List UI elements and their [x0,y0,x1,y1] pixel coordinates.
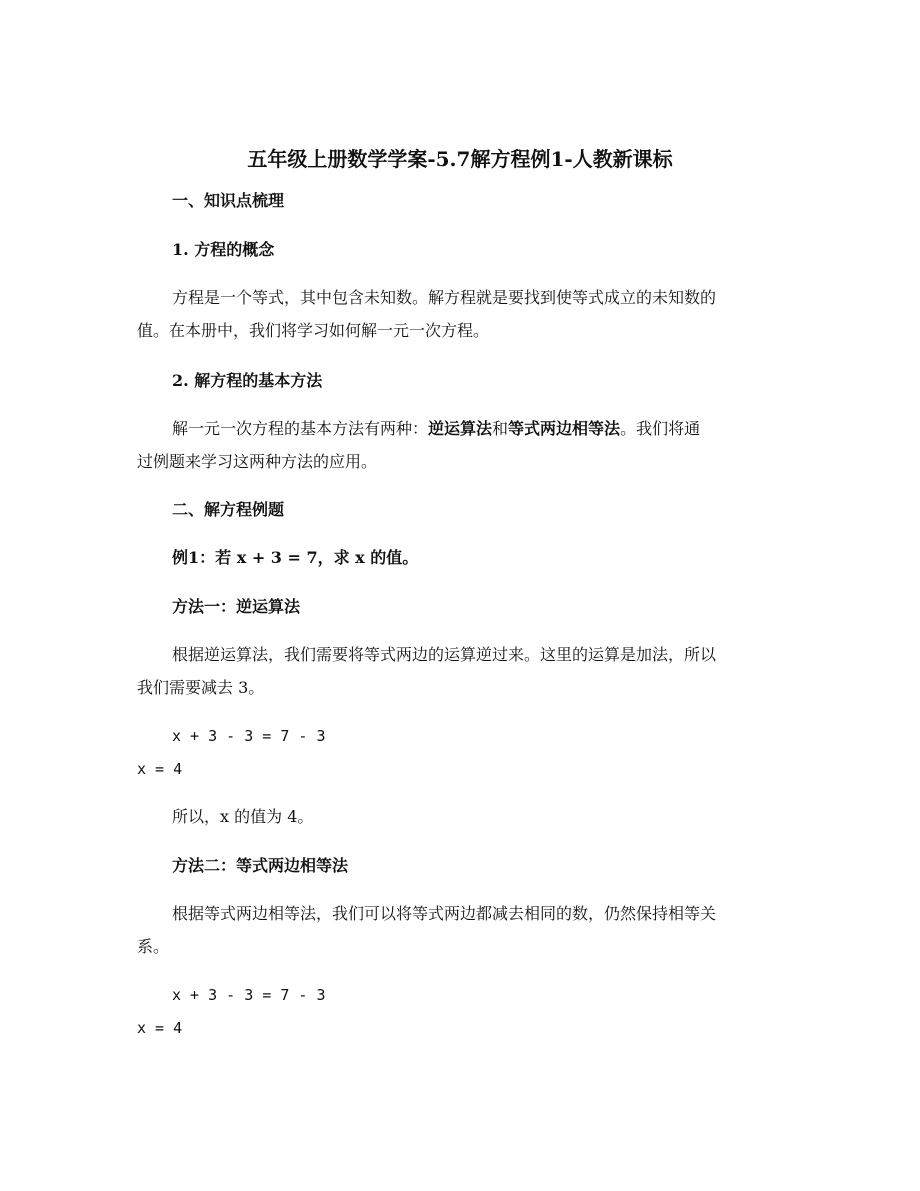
method2-heading: 方法二：等式两边相等法 [172,856,349,875]
section-heading-examples: 二、解方程例题 [172,500,285,519]
subheading-equation-concept: 1. 方程的概念 [172,240,275,259]
equation-line: x = 4 [137,1019,183,1037]
paragraph-line: 根据等式两边相等法，我们可以将等式两边都减去相同的数，仍然保持相等关 [172,904,717,923]
paragraph-line-methods [172,419,822,439]
paragraph-line: 系。 [137,937,170,956]
paragraph-line: 我们需要减去 3。 [137,678,265,697]
paragraph-line: 过例题来学习这两种方法的应用。 [137,452,378,471]
conclusion-text: 所以，x 的值为 4。 [172,807,314,826]
equation-line: x + 3 - 3 = 7 - 3 [172,727,326,745]
paragraph-line: 根据逆运算法，我们需要将等式两边的运算逆过来。这里的运算是加法，所以 [172,645,717,664]
equation-line: x + 3 - 3 = 7 - 3 [172,986,326,1004]
document-title: 五年级上册数学学案-5.7解方程例1-人教新课标 [247,147,673,171]
equation-line: x = 4 [137,760,183,778]
subheading-basic-methods: 2. 解方程的基本方法 [172,371,323,390]
paragraph-line: 方程是一个等式，其中包含未知数。解方程就是要找到使等式成立的未知数的 [172,288,717,307]
section-heading-knowledge: 一、知识点梳理 [172,191,285,210]
text: 和 [492,419,509,438]
paragraph-line: 值。在本册中，我们将学习如何解一元一次方程。 [137,321,490,340]
method1-heading: 方法一：逆运算法 [172,597,301,616]
bold-term-equal-sides: 等式两边相等法 [508,419,621,438]
text: 解一元一次方程的基本方法有两种： [172,419,429,438]
example-statement: 例1：若 x + 3 = 7，求 x 的值。 [172,548,419,567]
text: 。我们将通 [620,419,701,438]
bold-term-inverse: 逆运算法 [428,419,493,438]
